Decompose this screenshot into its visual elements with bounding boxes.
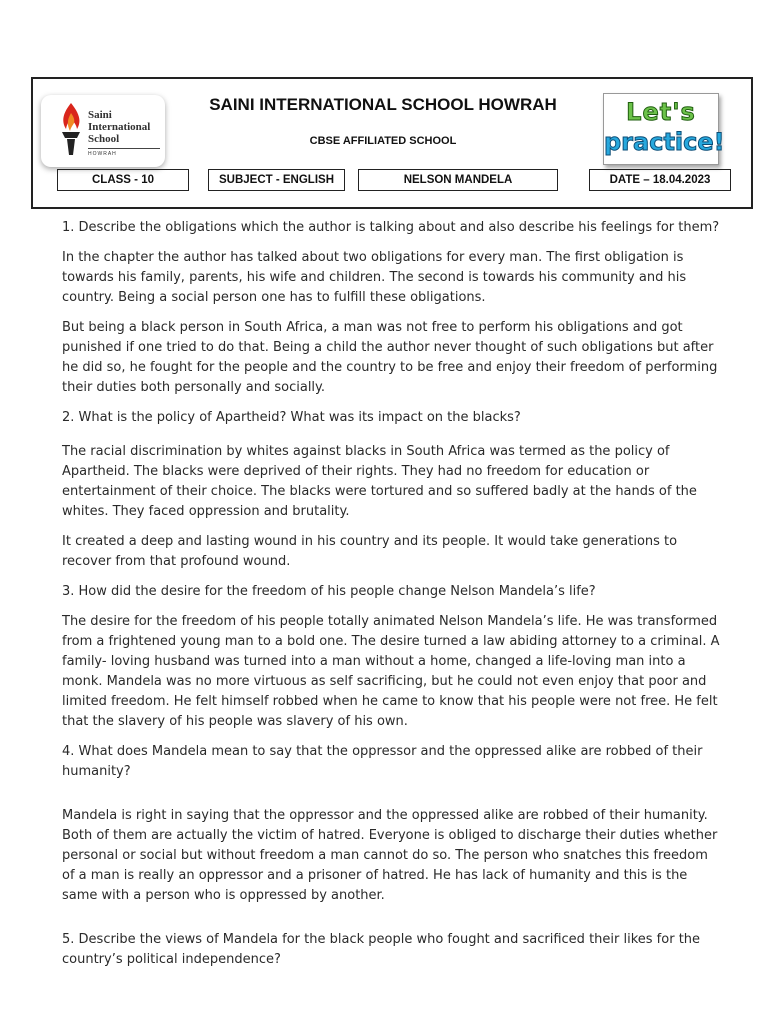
answer-1-paragraph-1: In the chapter the author has talked about two obligations for every man. The first obligation is towards his family, parents, his wife and children. The second is towards his community and his country. Being a social person one has to fulfill these obligations. (62, 250, 687, 305)
worksheet-header (31, 77, 753, 209)
logo-subtext: HOWRAH (88, 151, 117, 157)
lets-practice-badge (603, 93, 725, 165)
badge-line-2: practice! (604, 128, 725, 156)
question-4: 4. What does Mandela mean to say that the oppressor and the oppressed alike are robbed of their humanity? (62, 744, 703, 779)
date-label: DATE – 18.04.2023 (589, 169, 731, 191)
affiliation: CBSE AFFILIATED SCHOOL (309, 135, 457, 147)
torch-icon (57, 101, 85, 159)
logo-divider (88, 148, 160, 149)
subject-label: SUBJECT - ENGLISH (208, 169, 345, 191)
badge-line-1: Let's (626, 98, 696, 126)
logo-wordmark: Saini International School (88, 109, 151, 145)
question-5: 5. Describe the views of Mandela for the black people who fought and sacrificed their likes for the country’s political independence? (62, 932, 701, 967)
answer-4-paragraph-1: Mandela is right in saying that the oppressor and the oppressed alike are robbed of their humanity. Both of them are actually the victim of hatred. Everyone is obliged to discharge their duties whether personal or social but without freedom a man cannot do so. The person who snatches this freedom of a man is really an oppressor and a prisoner of hatred. He has lack of humanity and this is the same with a person who is oppressed by another. (62, 808, 718, 903)
class-label: CLASS - 10 (57, 169, 189, 191)
school-logo (41, 95, 165, 167)
answer-2-paragraph-1: The racial discrimination by whites against blacks in South Africa was termed as the policy of Apartheid. The blacks were deprived of their rights. They had no freedom for education or entertainment of their choice. The blacks were tortured and so suffered badly at the hands of the whites. They faced oppression and brutality. (62, 444, 697, 519)
question-2: 2. What is the policy of Apartheid? What was its impact on the blacks? (62, 410, 521, 425)
worksheet-content (62, 218, 722, 980)
question-1: 1. Describe the obligations which the author is talking about and also describe his feelings for them? (62, 220, 720, 235)
answer-3-paragraph-1: The desire for the freedom of his people totally animated Nelson Mandela’s life. He was transformed from a frightened young man to a bold one. The desire turned a law abiding attorney to a criminal. A family- loving husband was turned into a man without a home, changed a life-loving man into a monk. Mandela was no more virtuous as self sacrificing, but he could not even enjoy that poor and limited freedom. He felt himself robbed when he came to know that his people were not free. He felt that the slavery of his people was slavery of his own. (62, 614, 720, 729)
chapter-label: NELSON MANDELA (358, 169, 558, 191)
school-name: SAINI INTERNATIONAL SCHOOL HOWRAH (209, 95, 557, 114)
answer-2-paragraph-2: It created a deep and lasting wound in his country and its people. It would take generations to recover from that profound wound. (62, 534, 678, 569)
question-3: 3. How did the desire for the freedom of his people change Nelson Mandela’s life? (62, 584, 596, 599)
answer-1-paragraph-2: But being a black person in South Africa, a man was not free to perform his obligations and got punished if one tried to do that. Being a child the author never thought of such obligations but after he did so, he fought for the people and the country to be free and enjoy their freedom of performing their duties both personally and socially. (62, 320, 718, 395)
